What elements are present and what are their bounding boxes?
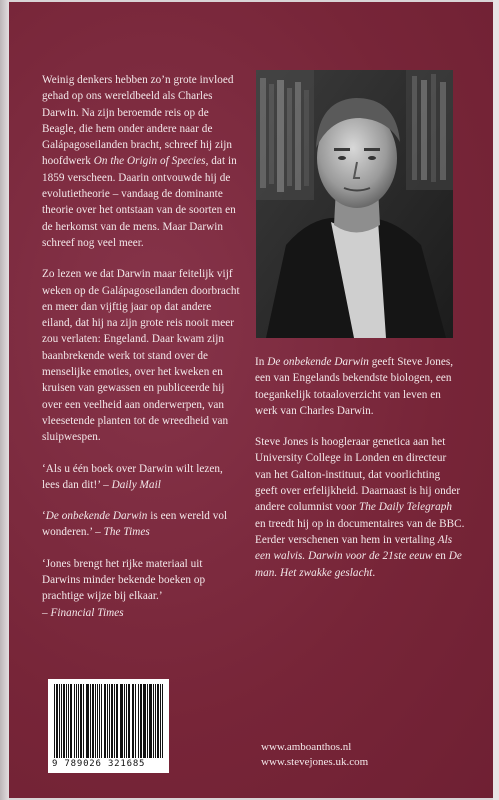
barcode-bar [117,684,118,758]
barcode-bar [153,684,154,758]
barcode-bar [135,684,137,758]
barcode-bar [143,684,144,758]
barcode-bar [63,684,65,758]
isbn-number: 9 789026 321685 [52,759,146,769]
barcode-bar [112,684,113,758]
author-photo [256,70,453,338]
review-quote-times: ‘De onbekende Darwin is een wereld vol wonderen.’ – The Times [42,510,228,539]
isbn-barcode [48,679,169,773]
barcode-bar [87,684,89,758]
barcode-bar [158,684,159,758]
barcode-bar [93,684,94,758]
author-bio: Steve Jones is hoogleraar genetica aan het University College in Londen en directeur van het Galton-instituut, dat voorlichting geeft over erfelijkheid. Daarnaast is hij onder andere columnist voor The Daily Telegraph en treedt hij op in documentaires van de BBC. Eerder verschenen van hem in vertaling Als een walvis. Darwin voor de 21ste eeuw en De man. Het zwakke geslacht. [255,436,465,579]
barcode-bar [99,684,100,758]
author-bio-column [255,354,465,596]
book-summary: In De onbekende Darwin geeft Steve Jones, een van Engelands bekendste biologen, een toegankelijk totaaloverzicht van leven en werk van Charles Darwin. [255,356,454,417]
publisher-urls [261,740,368,770]
barcode-bar [54,684,55,758]
barcode-bar [78,684,79,758]
barcode-bar [147,684,148,758]
barcode-bar [59,684,60,758]
barcode-bar [74,684,76,758]
page-edge-shadow [0,0,9,800]
barcode-bar [71,684,72,758]
review-quote-financial-times: ‘Jones brengt het rijke materiaal uit Darwins minder bekende boeken op prachtige wijze bij elkaar.’ – Financial Times [42,557,206,619]
blurb-paragraph-2: Zo lezen we dat Darwin maar feitelijk vijf weken op de Galápagoseilanden doorbracht en meer dan vijftig jaar op dat andere eiland, dat hij na zijn grote reis nooit meer zou verlaten: Engeland. Daar kwam zijn baanbrekende werk tot stand over de menselijke emoties, over het kweken en kruisen van gewassen en publiceerde hij over een veelheid aan onderwerpen, van vleesetende planten tot de wreedheid van sluipwespen. [42,268,240,444]
barcode-bar [81,684,82,758]
review-quote-daily-mail: ‘Als u één boek over Darwin wilt lezen, lees dan dit!’ – Daily Mail [42,462,223,491]
right-edge [493,0,499,800]
barcode-bar [90,684,91,758]
blurb-left-column [42,72,242,636]
barcode-bars [54,684,163,758]
publisher-url[interactable]: www.amboanthos.nl [261,741,352,753]
barcode-bar [105,684,106,758]
barcode-bar [83,684,84,758]
barcode-bar [149,684,151,758]
barcode-bar [121,684,123,758]
barcode-bar [162,684,163,758]
barcode-bar [138,684,139,758]
barcode-bar [124,684,125,758]
author-url[interactable]: www.stevejones.uk.com [261,756,369,768]
barcode-bar [95,684,96,758]
barcode-bar [141,684,142,758]
barcode-bar [66,684,67,758]
barcode-bar [101,684,103,758]
barcode-bar [107,684,108,758]
blurb-paragraph-1: Weinig denkers hebben zo’n grote invloed gehad op ons wereldbeeld als Charles Darwin. Na zijn beroemde reis op de Beagle, die hem onder andere naar de Galápagoseilanden bracht, schreef hij zijn hoofdwerk On the Origin of Species, dat in 1859 verscheen. Daarin ontvouwde hij de evolutietheorie – vandaag de dominante theorie over het ontstaan van de soorten en de herkomst van de mens. Maar Darwin schreef nog veel meer. [42,74,237,249]
barcode-bar [129,684,130,758]
